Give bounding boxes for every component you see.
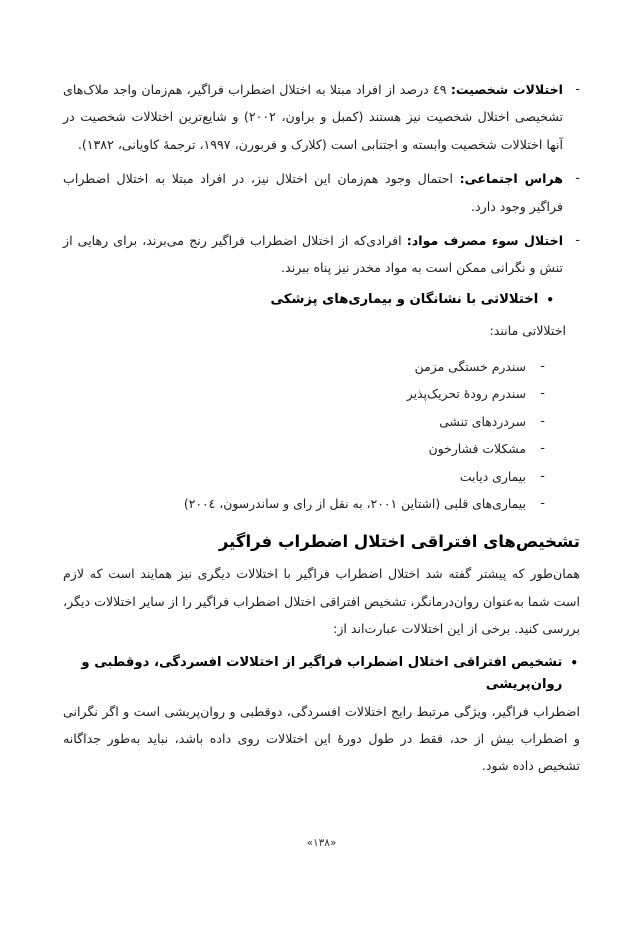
medical-list-item (63, 440, 545, 457)
dash-marker: - (575, 82, 580, 97)
medical-item-label: مشکلات فشارخون (428, 441, 526, 457)
bullet-heading-medical (63, 289, 580, 311)
bullet-icon: • (546, 292, 554, 307)
medical-list-item (63, 385, 545, 402)
medical-item-label: سندرم رودهٔ تحریک‌پذیر (406, 386, 526, 402)
dash-marker: - (540, 413, 545, 429)
medical-intro: اختلالاتی مانند: (489, 322, 566, 338)
medical-list (63, 358, 580, 513)
medical-list-item (63, 413, 545, 430)
list-item-text (63, 227, 563, 282)
medical-item-label: بیماری‌های قلبی (اشتاین ٢٠٠١، به نقل از رای و ساندرسون، ٢٠٠٤) (183, 496, 526, 512)
text-block (63, 76, 580, 780)
list-item-text (63, 76, 563, 158)
list-item-term: هراس اجتماعی: (459, 171, 563, 187)
medical-list-item (63, 358, 545, 375)
bullet-heading-label: اختلالاتی با نشانگان و بیماری‌های پزشکی (270, 291, 539, 307)
list-item-term: اختلالات شخصیت: (450, 82, 563, 97)
page-number: «١٣٨» (306, 837, 337, 849)
differential-paragraph: همان‌طور که پیشتر گفته شد اختلال اضطراب فراگیر با اختلالات دیگری نیز همایند است که لازم است شما به‌عنوان روان‌درمانگر، تشخیص افتراقی اختلال اضطراب فراگیر را از سایر اختلالات دیگر، بررسی کنید. برخی از این اختلالات عبارت‌اند از: (63, 566, 580, 637)
dash-marker: - (540, 386, 545, 402)
bullet-icon: • (570, 655, 578, 670)
medical-list-item (63, 495, 545, 512)
dash-marker: - (575, 171, 580, 187)
differential-sub-paragraph: اضطراب فراگیر، ویژگی مرتبط رایج اختلالات افسردگی، دوقطبی و روان‌پریشی است و اگر نگرانی و اضطراب بیش از حد، فقط در طول دورهٔ این اختلالات روی داده باشد، نباید به‌طور جداگانه تشخیص داده شود. (63, 703, 580, 774)
list-item-text (63, 165, 563, 220)
dash-marker: - (540, 441, 545, 457)
medical-item-label: سردردهای تنشی (439, 413, 526, 429)
dash-marker: - (540, 496, 545, 512)
medical-list-item (63, 468, 545, 485)
bullet-heading-differential-mood (63, 652, 580, 696)
list-item-body: ٤٩ درصد از افراد مبتلا به اختلال اضطراب فراگیر، هم‌زمان واجد ملاک‌های تشخیصی اختلال شخصیت نیز هستند (کمبل و براون، ٢٠٠٢) و شایع‌ترین اختلالات شخصیت در آنها اختلالات شخصیت وابسته و اجتنابی است (کلارک و فربورن، ١٩٩٧، ترجمهٔ کاویانی، ١٣٨٢). (63, 82, 564, 152)
list-item-term: اختلال سوء مصرف مواد: (406, 233, 564, 249)
list-item-personality-disorders (63, 76, 580, 158)
dash-marker: - (575, 233, 580, 249)
bullet-heading-label: تشخیص افتراقی اختلال اضطراب فراگیر از اختلالات افسردگی، دوقطبی و روان‌پریشی (81, 654, 563, 692)
dash-marker: - (540, 468, 545, 484)
section-heading-differential-diagnosis: تشخیص‌های افتراقی اختلال اضطراب فراگیر (218, 532, 580, 552)
medical-item-label: سندرم خستگی مزمن (414, 358, 526, 374)
list-item-body: افرادی‌که از اختلال اضطراب فراگیر رنج می‌برند، برای رهایی از تنش و نگرانی ممکن است به مواد مخدر نیز پناه ببرند. (63, 233, 563, 276)
dash-marker: - (540, 358, 545, 374)
list-item-social-phobia (63, 165, 580, 220)
list-item-substance-abuse (63, 227, 580, 282)
list-item-body: احتمال وجود هم‌زمان این اختلال نیز، در افراد مبتلا به اختلال اضطراب فراگیر وجود دارد. (63, 171, 563, 214)
medical-item-label: بیماری دیابت (459, 468, 526, 484)
